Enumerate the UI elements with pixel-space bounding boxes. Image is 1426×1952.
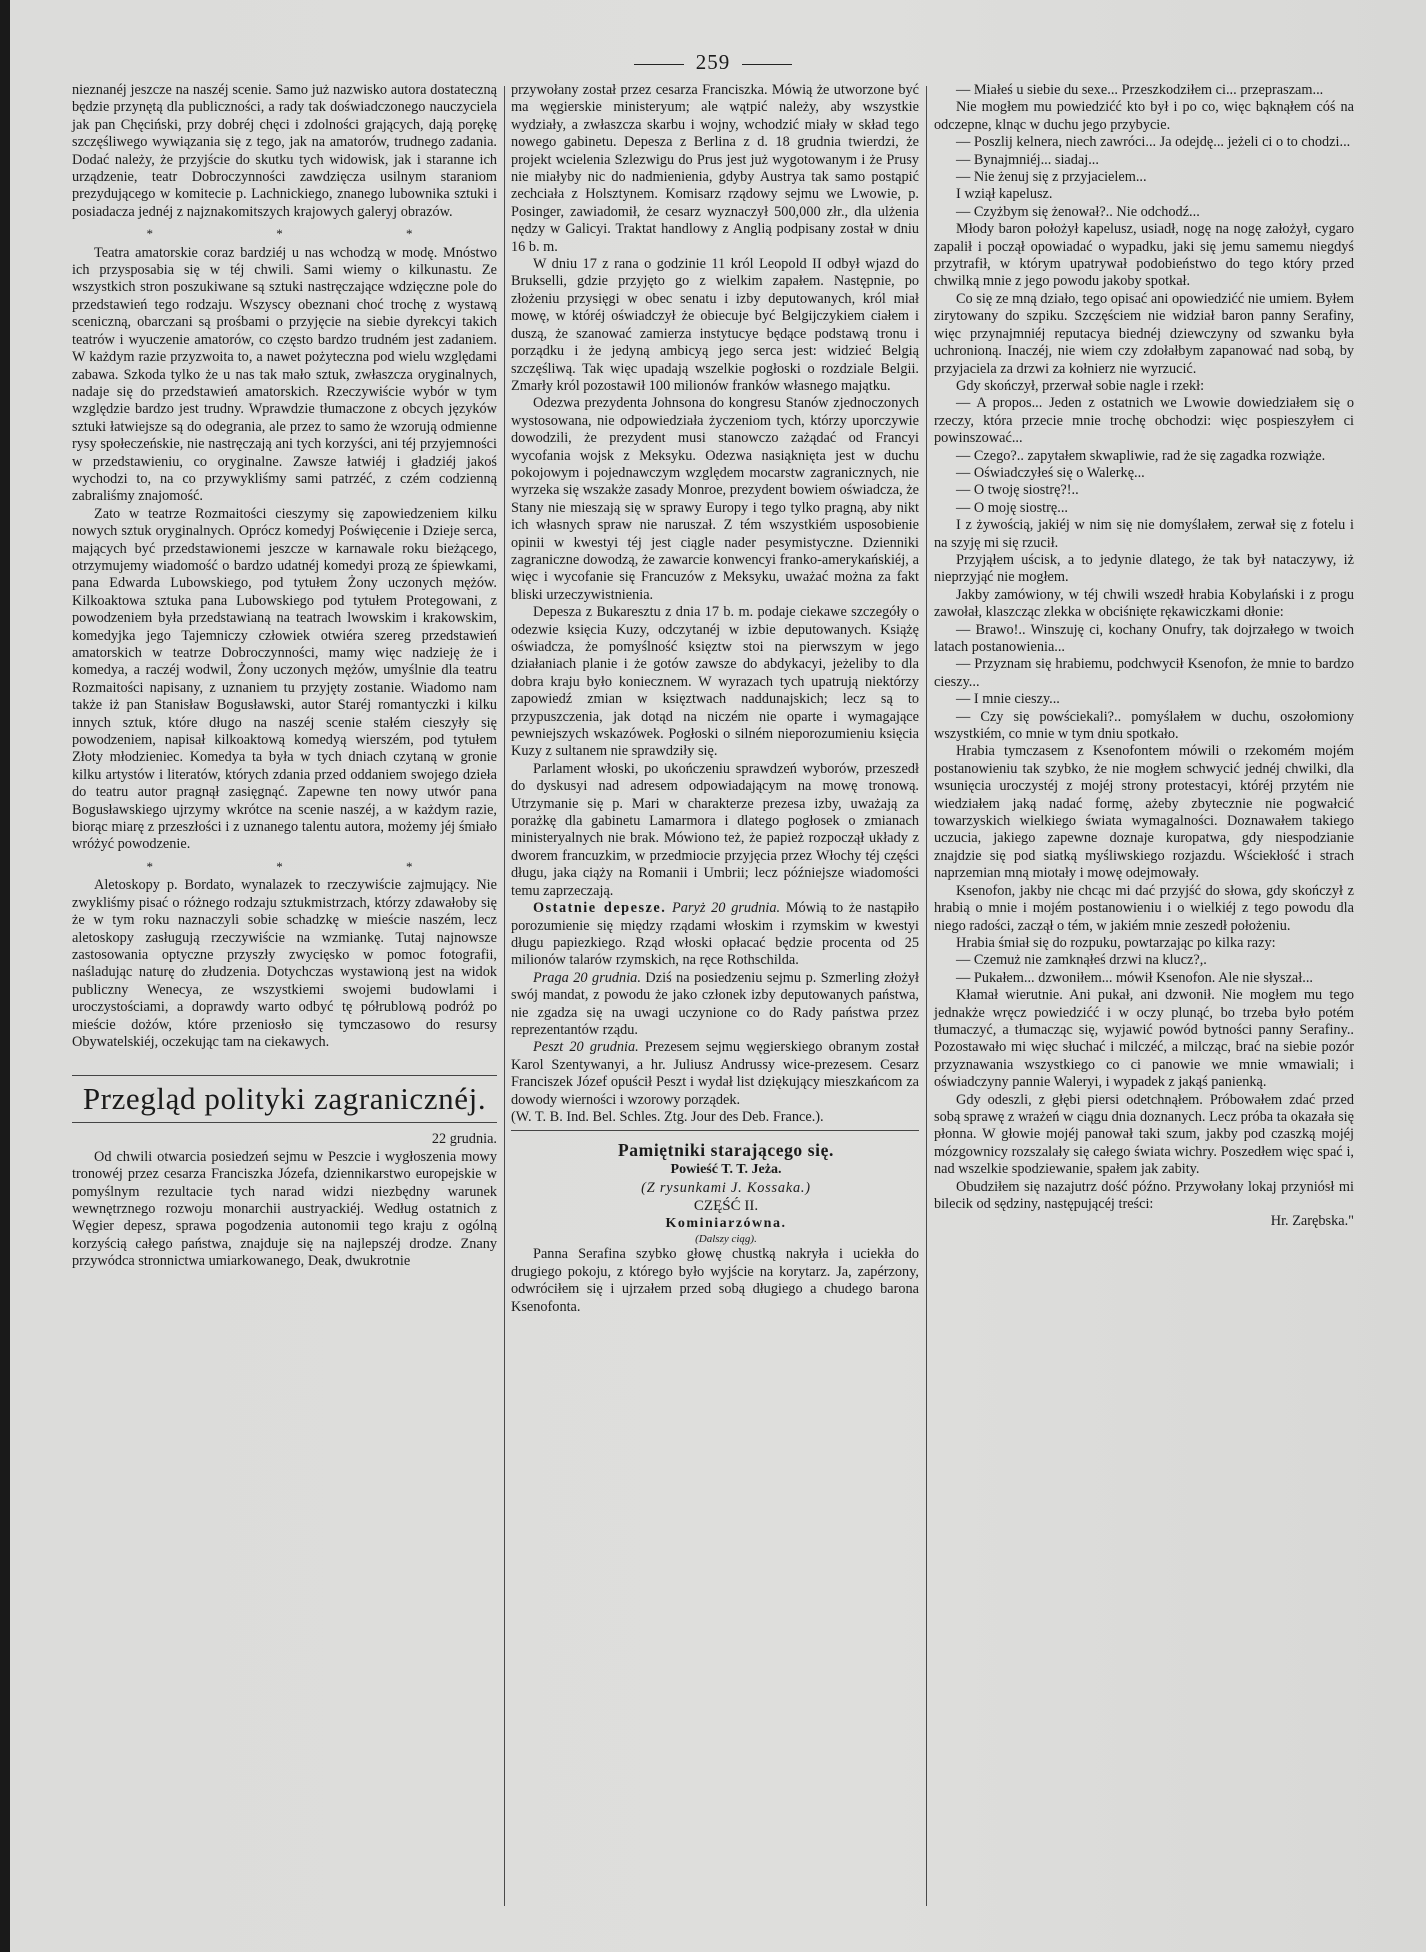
- feuilleton-paragraph: — Przyznam się hrabiemu, podchwycił Ksenofon, że mnie to bardzo cieszy...: [934, 656, 1354, 690]
- feuilleton-paragraph: — Pukałem... dzwoniłem... mówił Ksenofon. Ale nie słyszał...: [956, 969, 1313, 986]
- dispatch-source: (W. T. B. Ind. Bel. Schles. Ztg. Jour des Deb. France.).: [511, 1108, 824, 1125]
- feuilleton-paragraph: Obudziłem się nazajutrz dość późno. Przywołany lokaj przyniósł mi bilecik od sędziny, następującéj treści:: [934, 1178, 1354, 1212]
- header-rule-right: [742, 64, 792, 65]
- section-title-foreign-policy: Przegląd polityki zagranicznéj.: [72, 1075, 497, 1123]
- feuilleton-paragraph: — Czy się powściekali?.. pomyślałem w duchu, oszołomiony wszystkiém, co mnie w tym dniu spotkało.: [934, 708, 1354, 743]
- feuilleton-paragraph: Hrabia tymczasem z Ksenofontem mówili o rzekomém mojém postanowieniu tak szybko, że nie mogłem schwycić jednéj chwilki, dla wsunięcia uroczystéj z mojéj strony protestacyi, któréj przytém nie wiedziałem jaką nadać formę, ażeby zbytecznie nie pogwałcić towarzyskich wielkiego świata wymagalności. Doznawałem takiego uczucia, jakiego zapewne doznaje kuropatwa, gdy niespodzianie znajdzie się pod siatką myśliwskiego rozjazdu. Wściekłość i strach naprzemian mną miotały i mowę odejmowały.: [934, 743, 1354, 882]
- article-paragraph: Depesza z Bukaresztu z dnia 17 b. m. podaje ciekawe szczegóły o odezwie księcia Kuzy, odczytanéj w izbie deputowanych. Książę oświadcza, że pomyślność księztw stoi na pierwszym w jego działaniach planie i że gotów zawsze do abdykacyi, jeżeliby to dla dobra kraju było koniecznem. W wyrazach tych upatrują niektórzy zapowiedź zmian w księztwach naddunajskich; lecz są to przypuszczenia, jak dotąd na niczém nie oparte i wymagające pewniejszych wskazówek. Pogłoski o silném nieporozumieniu księcia Kuzy z sultanem nie sprawdziły się.: [511, 604, 919, 760]
- feuilleton-paragraph: — Brawo!.. Winszuję ci, kochany Onufry, tak dojrzałego w twoich latach postanowienia...: [934, 621, 1354, 655]
- article-paragraph: nieznanéj jeszcze na naszéj scenie. Samo już nazwisko autora dostateczną będzie przynętą dla publiczności, a rady tak doświadczonego nauczyciela jak pan Chęciński, przy dobréj chęci i zdolności grających, dają porękę szczęśliwego wywiązania się z tego, jak na amatorów, trudnego zadania. Dodać należy, że przyjście do skutku tych widowisk, jak i staranne ich urządzenie, teatr Dobroczynności zawdzięcza usilnym staraniom prezydującego w komitecie p. Lachnickiego, znanego lubownika sztuki i posiadacza jednéj z najznakomitszych krajowych galeryj obrazów.: [72, 82, 497, 220]
- page-number-header: [0, 50, 1426, 75]
- feuilleton-paragraph: — Miałeś u siebie du sexe... Przeszkodziłem ci... przepraszam...: [956, 82, 1324, 98]
- dispatch-place: Praga 20 grudnia.: [533, 969, 641, 986]
- feuilleton-chapter: Kominiarzówna.: [665, 1216, 787, 1232]
- dispatch-place: Peszt 20 grudnia.: [533, 1039, 639, 1056]
- feuilleton-paragraph: — Oświadczyłeś się o Walerkę...: [956, 464, 1145, 481]
- feuilleton-title: Pamiętniki starającego się.: [618, 1140, 834, 1161]
- article-paragraph: Od chwili otwarcia posiedzeń sejmu w Peszcie i wygłoszenia mowy tronowéj przez cesarza Franciszka Józefa, dziennikarstwo europejskie w pomyślnym rezultacie tych narad widzi niezbędny warunek wewnętrznego rozwoju monarchii austryackiéj. Według ostatnich z Węgier depesz, sprawa pogodzenia autonomii tego kraju z ogólną korzyścią całego państwa, znajduje się na najlepszéj drodze. Znany przywódca stronnictwa umiarkowanego, Deak, dwukrotnie: [72, 1148, 497, 1270]
- feuilleton-paragraph: Młody baron położył kapelusz, usiadł, nogę na nogę założył, cygaro zapalił i począł opowiadać o wypadku, jaki się jemu samemu niegdyś przytrafił, w którym upatrywał podobieństwo do tego który przed chwilką mnie z jego powodu jakoby spotkał.: [934, 221, 1354, 290]
- dispatch-text: Mówią to że nastąpiło porozumienie się między rządami włoskim i rzymskim w kwestyi długu papiezkiego. Rząd włoski opłacać będzie procenta od 25 milionów talarów rzymskich, na ręce Rothschilda.: [511, 900, 919, 969]
- article-paragraph: Teatra amatorskie coraz bardziéj u nas wchodzą w modę. Mnóstwo ich przysposabia się w téj chwili. Sami wiemy o kilkunastu. Ze wszystkich stron poszukiwane są sztuki nastręczające wdzięczne pole do przedstawień tego rodzaju. Wszyscy obeznani choć trochę z wystawą sceniczną, obarczani są prośbami o przyjęcie na siebie dyrekcyi takich teatrów i wyuczenie amatorów, co często bardzo trudném jest zadaniem. W każdym razie przyzwoita to, a nawet pożyteczna pod wielu względami zabawa. Szkoda tylko że u nas tak mało sztuk, zwłaszcza oryginalnych, nadaje się do przedstawień amatorskich. Rzeczywiście wybór w tym względzie bardzo jest trudny. Wprawdzie tłumaczone z obcych języków sztuki łatwiejsze są do odegrania, ale przez to samo że wzorują odmienne rysy społeczeńskie, nie nastręczają ani tych korzyści, ani téj przyjemności w przedstawieniu, co oryginalne. Zawsze łatwiéj i gładziéj jakoś wychodzi to, na co przywykliśmy sami patrzéć, z czém codzienną zabraliśmy znajomość.: [72, 244, 497, 505]
- feuilleton-paragraph: Gdy odeszli, z głębi piersi odetchnąłem. Próbowałem zdać przed sobą sprawę z wrażeń w ciągu dnia doznanych. Lecz próba ta okazała się płonna. W głowie mojéj panował taki szum, jakby pod czaszką mojéj mózgownicy rozszalały się całego świata wichry. Poszedłem więc spać i, nad wszelkie spodziewanie, spałem jak zabity.: [934, 1091, 1354, 1178]
- feuilleton-continued: (Dalszy ciąg).: [695, 1233, 757, 1246]
- feuilleton-paragraph: — Bynajmniéj... siadaj...: [956, 151, 1099, 168]
- feuilleton-paragraph: — O twoję siostrę?!..: [956, 482, 1079, 499]
- article-paragraph: Zato w teatrze Rozmaitości cieszymy się zapowiedzeniem kilku nowych sztuk oryginalnych. Oprócz komedyj Poświęcenie i Dzieje serca, mających być przedstawionemi jeszcze w karnawale roku bieżącego, otrzymujemy wiadomość o bardzo udatnéj komedyi prozą ze śpiewkami, pana Edwarda Lubowskiego, pod tytułem Żony uczonych mężów. Kilkoaktowa sztuka pana Lubowskiego pod tytułem Protegowani, z powodzeniem była przedstawianą na teatrach lwowskim i krakowskim, komedyjka jego Tajemniczy człowiek otwiéra szereg przedstawień amatorskich w teatrze Dobroczynności, mamy więc nadzieję że i komedya, a raczéj wodwil, Żony uczonych mężów, umyślnie dla teatru Rozmaitości napisany, z uznaniem tu przyjęty zostanie. Wiadomo nam także iż pan Stanisław Bogusławski, autor Staréj romantyczki i kilku innych sztuk, które długo na naszéj scenie stałém cieszyły się powodzeniem, napisał kilkoaktową komedyą wierszém, pod tytułem Złoty młodzieniec. Komedya ta była w tych dniach czytaną w gronie kilku artystów i literatów, których zdania przed oddaniem swojego dzieła do teatru autor pragnął zasięgnąć. Zapewne ten nowy utwór pana Bogusławskiego ujrzymy wkrótce na scenie naszéj, a w każdym razie, biorąc miarę z przeszłości i z uznanego talentu autora, możemy jéj śmiało wróżyć powodzenie.: [72, 505, 497, 853]
- feuilleton-paragraph: Hrabia śmiał się do rozpuku, powtarzając po kilka razy:: [956, 934, 1276, 951]
- column-divider-1: [504, 86, 505, 1906]
- feuilleton-paragraph: Ksenofon, jakby nie chcąc mi dać przyjść do słowa, gdy skończył z hrabią o mnie i mojém postanowieniu i o wielkiéj z tego powodu dla niego radości, zaczął o tém, w jakiém mnie zeszedł położeniu.: [934, 882, 1354, 934]
- column-divider-2: [926, 86, 927, 1906]
- dispatch-paragraph: [511, 970, 919, 1040]
- dispatch-text: Dziś na posiedzeniu sejmu p. Szmerling złożył swój mandat, z powodu że jako członek izby deputowanych państwa, nie zgadza się na uwagi uczynione co do Rady państwa przez reprezentantów rządu.: [511, 969, 919, 1038]
- feuilleton-paragraph: Co się ze mną działo, tego opisać ani opowiedzićć nie umiem. Byłem zirytowany do szpiku. Szczęściem nie widział baron panny Serafiny, więc przynajmniéj reputacya biednéj dziewczyny od szwanku była uchronioną. Inaczéj, nie wiem czy zdołałbym zapanować nad sobą, by przyjaciela za drzwi za kołnierz nie wyrzucić.: [934, 290, 1354, 377]
- column-1: [72, 82, 497, 1271]
- feuilleton-paragraph: — Czyżbym się żenował?.. Nie odchodź...: [956, 203, 1200, 220]
- column-2: [511, 82, 919, 1316]
- feuilleton-paragraph: Panna Serafina szybko głowę chustką nakryła i uciekła do drugiego pokoju, z którego było wyjście na korytarz. Ja, zapérzony, odwróciłem się i ujrzałem przed sobą długiego a chudego barona Ksenofonta.: [511, 1246, 919, 1315]
- article-paragraph: przywołany został przez cesarza Franciszka. Mówią że utworzone być ma węgierskie ministeryum; ale wątpić należy, aby wszystkie wydziały, a zwłaszcza skarbu i wojny, wchodzić miały w skład tego nowego gabinetu. Depesza z Berlina z d. 18 grudnia twierdzi, że projekt wcielenia Szlezwigu do Prus jest już wygotowanym i że Prusy nie miałyby nic do nadmienienia, gdyby Austrya tak samo postąpić zechciała z Holsztynem. Komisarz rządowy sejmu we Lwowie, p. Posinger, zawiadomił, że cesarz wyznaczył 500,000 złr., dla ulżenia nędzy w Galicyi. Traktat handlowy z Anglią podpisany został w dniu 16 b. m.: [511, 82, 919, 255]
- feuilleton-paragraph: I wziął kapelusz.: [956, 186, 1053, 203]
- feuilleton-paragraph: — A propos... Jeden z ostatnich we Lwowie dowiedziałem się o rzeczy, która przecie mnie trochę obchodzi: więc pospieszyłem ci powinszować...: [934, 395, 1354, 447]
- page-number: 259: [695, 50, 731, 74]
- feuilleton-paragraph: Kłamał wierutnie. Ani pukał, ani dzwonił. Nie mogłem mu tego jednakże wręcz powiedzićć i w oczy plunąć, bo trzeba było potém tłumaczyć, a tłumacząc się, wyjawić powód bytności panny Serafiny.. Pozostawało mi więc słuchać i milczéć, a milcząc, brać na siebie pozór przyznawania wszystkiego co ci panowie we mnie wmawiali; i oświadczyny pannie Waleryi, i wypadek z jakąś panienką.: [934, 987, 1354, 1091]
- dispatch-paragraph: [511, 1039, 919, 1109]
- feuilleton-paragraph: — Poszlij kelnera, niech zawróci... Ja odejdę... jeżeli ci o to chodzi...: [956, 134, 1351, 151]
- feuilleton-paragraph: Gdy skończył, przerwał sobie nagle i rzekł:: [956, 377, 1205, 394]
- dispatch-place: Paryż 20 grudnia.: [672, 900, 781, 917]
- section-stars: * * *: [146, 226, 473, 242]
- section-stars: * * *: [146, 858, 473, 874]
- dispatch-paragraph: [511, 900, 919, 970]
- dispatch-heading: Ostatnie depesze.: [533, 900, 667, 917]
- article-paragraph: Aletoskopy p. Bordato, wynalazek to rzeczywiście zajmujący. Nie zwykliśmy pisać o różnego rodzaju sztukmistrzach, którzy zdawałoby się że w tym roku naznaczyli sobie schadzkę w mieście naszém, lecz aletoskopy zasługują rzeczywiście na wzmiankę. Tutaj najnowsze zastosowania optyczne przyszły zwycięsko w pomoc fotografii, naśladując naturę do złudzenia. Dotychczas wystawioną jest na widok publiczny Wenecya, ze wszystkiemi swojemi budowlami i uroczystościami, a doprawdy warto odbyć tę półrublową podróż po mieście dożów, które przeniosło się tymczasowo do resursy Obywatelskiéj, oczekując tam na ciekawych.: [72, 877, 497, 1050]
- feuilleton-subtitle: Powieść T. T. Jeża.: [670, 1162, 782, 1178]
- feuilleton-paragraph: — I mnie cieszy...: [956, 691, 1060, 708]
- feuilleton-paragraph: — O moję siostrę...: [956, 499, 1068, 516]
- signature: Hr. Zarębska.": [1270, 1213, 1354, 1230]
- feuilleton-paragraph: — Nie żenuj się z przyjacielem...: [956, 169, 1147, 186]
- feuilleton-illustrations: (Z rysunkami J. Kossaka.): [641, 1180, 811, 1197]
- feuilleton-paragraph: I z żywością, jakiéj w nim się nie domyślałem, zerwał się z fotelu i na szyję mi się rzucił.: [934, 517, 1354, 551]
- feuilleton-paragraph: Przyjąłem uścisk, a to jedynie dlatego, że tak był nataczywy, iż nieprzyjąć nie mogłem.: [934, 551, 1354, 586]
- dispatch-text: Prezesem sejmu węgierskiego obranym został Karol Szentywanyi, a hr. Juliusz Andrussy wice-prezesem. Cesarz Franciszek Józef opuścił Peszt i wydał list dziękujący mieszkańcom za dowody wierności i wzorowy porządek.: [511, 1039, 920, 1108]
- article-paragraph: Odezwa prezydenta Johnsona do kongresu Stanów zjednoczonych wystosowana, nie odpowiedziała życzeniom tych, którzy uporczywie dowodzili, że prezydent musi stanowczo zażądać od Francyi wycofania wojsk z Meksyku. Odezwa nasiąknięta jest w duchu pokojowym i pojednawczym względem mocarstw zagranicznych, nie wyrzeka się wszakże zasady Monroe, prezydent bowiem oświadcza, że Stany nie mieszają się w sprawy Europy i tego tylko pragną, aby nikt ich własnych spraw nie naruszał. Z tém wszystkiém usposobienie opinii w kwestyi téj jest ciągle nader pesymistyczne. Dzienniki zagraniczne dowodzą, że zawarcie konwencyi franko-amerykańskiéj, a więc i wycofanie się Francuzów z Meksyku, uważać można za fakt bliski urzeczywistnienia.: [511, 395, 919, 603]
- date-line: 22 grudnia.: [431, 1131, 497, 1148]
- feuilleton-rule: [511, 1130, 919, 1131]
- feuilleton-paragraph: — Czemuż nie zamknąłeś drzwi na klucz?,.: [956, 952, 1207, 969]
- feuilleton-paragraph: Nie mogłem mu powiedzićć kto był i po co, więc bąknąłem cóś na odczepne, klnąc w duchu jego przybycie.: [934, 99, 1354, 133]
- header-rule-left: [634, 64, 684, 65]
- column-3: [934, 82, 1354, 1231]
- page-spine-edge: [0, 0, 10, 1952]
- feuilleton-paragraph: Jakby zamówiony, w téj chwili wszedł hrabia Kobylański i z progu zawołał, klaszcząc zlekka w obciśnięte rękawiczkami dłonie:: [934, 586, 1354, 621]
- article-paragraph: W dniu 17 z rana o godzinie 11 król Leopold II odbył wjazd do Brukselli, gdzie przyjęto go z wielkim zapałem. Następnie, po złożeniu przysięgi w obec senatu i izby deputowanych, król miał mowę, w któréj oświadczył że obiecuje być Belgijczykiem ciałem i duszą, że szanować zamierza instytucye będące podstawą tronu i porządku i że jedyną ambicyą jego serca jest: widzieć Belgią szczęśliwą. Tak więc upadają wszelkie pogłoski o rozdziale Belgii. Zmarły król pozostawił 100 milionów franków własnego majątku.: [511, 256, 919, 394]
- article-paragraph: Parlament włoski, po ukończeniu sprawdzeń wyborów, przeszedł do dyskusyi nad adresem odpowiadającym na mowę tronową. Utrzymanie się p. Mari w charakterze prezesa izby, uważają za porażkę dla gabinetu Lamarmora i dlatego pogłosek o zmianach ministeryalnych nie brak. Mówiono też, że papież rozpoczął układy z dworem francuzkim, w przedmiocie przyjęcia przez Włochy téj części długu, jaka ciąży na Romanii i Umbrii; lecz późniejsze wiadomości temu zaprzeczają.: [511, 760, 919, 899]
- feuilleton-paragraph: — Czego?.. zapytałem skwapliwie, rad że się zagadka rozwiąże.: [956, 447, 1326, 464]
- feuilleton-part: CZĘŚĆ II.: [693, 1198, 759, 1215]
